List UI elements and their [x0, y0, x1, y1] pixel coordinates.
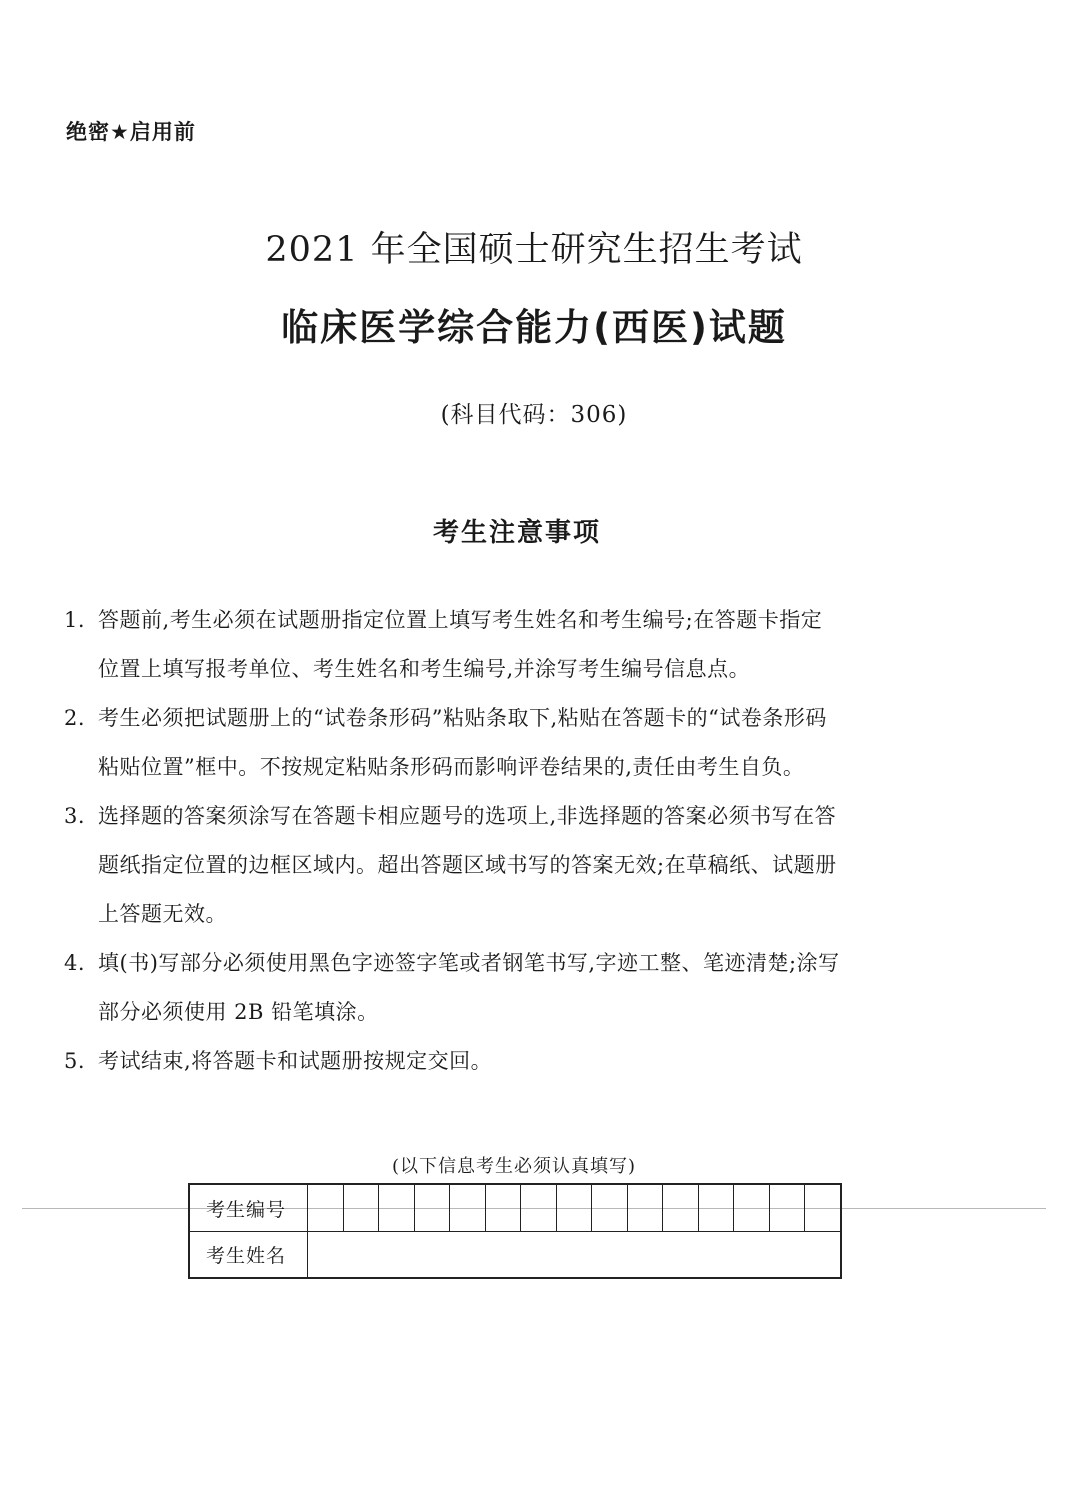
notice-item-line: 上答题无效。	[98, 902, 227, 926]
notice-item	[64, 694, 974, 792]
candidate-name-row	[190, 1232, 840, 1277]
candidate-info-table	[188, 1183, 842, 1279]
candidate-id-digit-box[interactable]	[770, 1185, 806, 1231]
confidential-label: 绝密★启用前	[66, 120, 196, 144]
notice-item-line: 填(书)写部分必须使用黑色字迹签字笔或者钢笔书写,字迹工整、笔迹清楚;涂写	[98, 951, 840, 975]
subject-code: (科目代码：306)	[440, 402, 628, 428]
notice-item-number: 1.	[64, 608, 86, 632]
candidate-name-field[interactable]	[308, 1232, 840, 1277]
candidate-id-digit-box[interactable]	[557, 1185, 593, 1231]
notice-item-line: 考试结束,将答题卡和试题册按规定交回。	[98, 1049, 493, 1073]
notice-item-number: 5.	[64, 1049, 86, 1073]
candidate-id-digit-box[interactable]	[486, 1185, 522, 1231]
notice-item-number: 4.	[64, 951, 86, 975]
candidate-id-digit-box[interactable]	[379, 1185, 415, 1231]
candidate-id-digit-box[interactable]	[734, 1185, 770, 1231]
candidate-name-label: 考生姓名	[190, 1232, 308, 1277]
candidate-id-digit-box[interactable]	[308, 1185, 344, 1231]
notice-item	[64, 596, 974, 694]
candidate-id-digit-box[interactable]	[415, 1185, 451, 1231]
notice-item-line: 题纸指定位置的边框区域内。超出答题区域书写的答案无效;在草稿纸、试题册	[98, 853, 837, 877]
subject-title: 临床医学综合能力(西医)试题	[281, 306, 787, 349]
notice-item	[64, 939, 974, 1037]
notice-item-line: 位置上填写报考单位、考生姓名和考生编号,并涂写考生编号信息点。	[98, 657, 751, 681]
candidate-id-digit-box[interactable]	[663, 1185, 699, 1231]
candidate-id-row	[190, 1185, 840, 1232]
candidate-id-digit-box[interactable]	[521, 1185, 557, 1231]
candidate-id-digit-box[interactable]	[805, 1185, 840, 1231]
notice-item-line: 答题前,考生必须在试题册指定位置上填写考生姓名和考生编号;在答题卡指定	[98, 608, 823, 632]
form-caption: (以下信息考生必须认真填写)	[391, 1156, 637, 1177]
candidate-id-digit-box[interactable]	[628, 1185, 664, 1231]
candidate-id-digit-box[interactable]	[450, 1185, 486, 1231]
notice-item-line: 选择题的答案须涂写在答题卡相应题号的选项上,非选择题的答案必须书写在答	[98, 804, 837, 828]
notice-item-line: 粘贴位置”框中。不按规定粘贴条形码而影响评卷结果的,责任由考生自负。	[98, 755, 805, 779]
notice-item	[64, 1037, 974, 1086]
candidate-id-digit-box[interactable]	[699, 1185, 735, 1231]
notice-item-line: 部分必须使用 2B 铅笔填涂。	[98, 1000, 379, 1024]
candidate-id-cells	[308, 1185, 840, 1231]
notice-item	[64, 792, 974, 939]
notice-item-number: 3.	[64, 804, 86, 828]
notice-list	[64, 596, 974, 1086]
exam-title: 2021 年全国硕士研究生招生考试	[265, 230, 803, 270]
notice-item-line: 考生必须把试题册上的“试卷条形码”粘贴条取下,粘贴在答题卡的“试卷条形码	[98, 706, 827, 730]
notice-heading: 考生注意事项	[432, 518, 601, 548]
candidate-id-label: 考生编号	[190, 1185, 308, 1231]
candidate-id-digit-box[interactable]	[344, 1185, 380, 1231]
candidate-id-digit-box[interactable]	[592, 1185, 628, 1231]
notice-item-number: 2.	[64, 706, 86, 730]
